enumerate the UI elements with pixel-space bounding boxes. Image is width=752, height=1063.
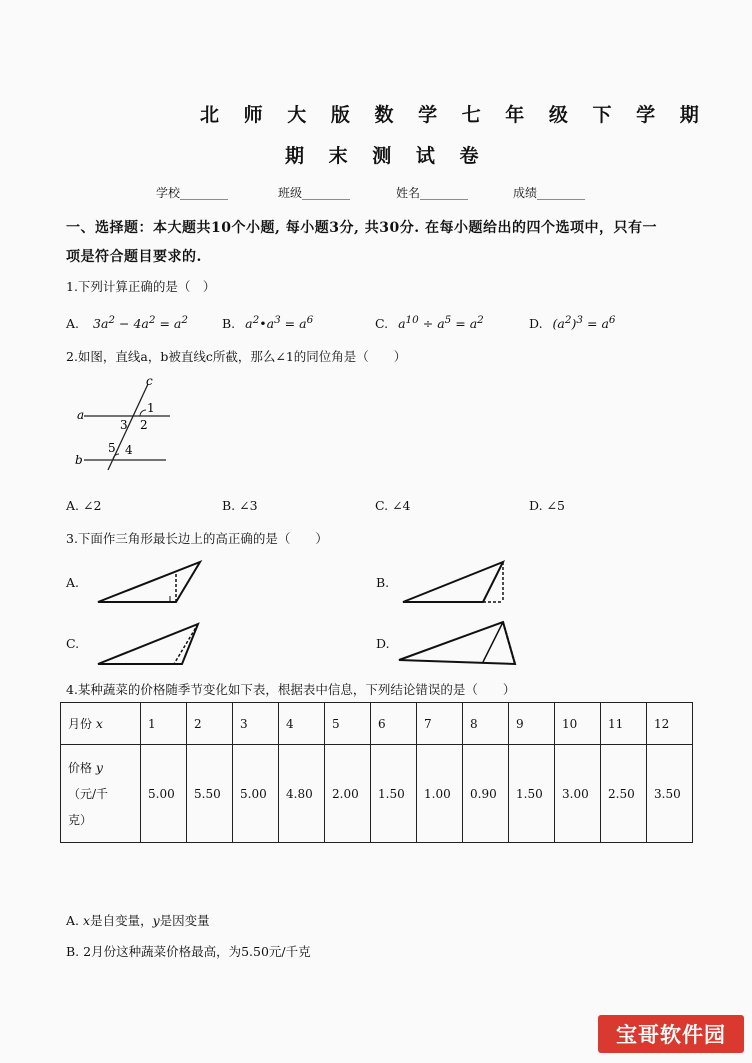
price-cell: 2.50 <box>601 745 647 843</box>
q4-option-a-end: 是因变量 <box>159 913 210 928</box>
month-header-var: x <box>95 715 103 731</box>
q1-option-d-expr: $(a^2)^3 = a^6$ <box>552 314 616 332</box>
q4-option-a-label: A. <box>66 913 80 928</box>
label-4: 4 <box>125 443 133 457</box>
q3-option-c: C. <box>66 636 80 651</box>
price-header-var: y <box>95 759 103 775</box>
label-2: 2 <box>140 418 148 432</box>
q1-option-b <box>222 314 313 331</box>
q1-option-d-label: D. <box>529 316 543 332</box>
q1-stem: 1.下列计算正确的是（ ） <box>66 279 216 294</box>
q4-option-b: B. 2月份这种蔬菜价格最高，为5.50元/千克 <box>66 944 311 959</box>
q4-option-a <box>66 911 210 929</box>
month-header <box>61 703 141 745</box>
month-cell: 5 <box>325 703 371 745</box>
q3-triangle-d <box>395 620 521 672</box>
month-cell: 10 <box>555 703 601 745</box>
q3-option-d: D. <box>376 636 390 651</box>
price-cell: 4.80 <box>279 745 325 843</box>
label-c: c <box>146 374 153 388</box>
month-cell: 1 <box>141 703 187 745</box>
q2-figure <box>70 374 180 472</box>
price-header-label: 价格 <box>68 760 93 775</box>
school-field: 学校________ <box>156 186 229 200</box>
price-cell: 1.50 <box>509 745 555 843</box>
label-1: 1 <box>147 401 155 415</box>
month-cell: 11 <box>601 703 647 745</box>
price-cell: 3.50 <box>647 745 693 843</box>
q1-option-d <box>529 314 616 331</box>
score-field: 成绩________ <box>513 186 586 200</box>
q1-option-a <box>66 314 188 331</box>
month-cell: 2 <box>187 703 233 745</box>
price-cell: 0.90 <box>463 745 509 843</box>
q3-triangle-a <box>90 558 208 610</box>
q2-option-d: D. ∠5 <box>529 498 565 513</box>
price-table <box>60 702 693 843</box>
name-field: 姓名________ <box>396 186 469 200</box>
q4-option-a-x: x <box>83 913 91 928</box>
section-heading-cont: 项是符合题目要求的. <box>66 249 202 265</box>
month-cell: 6 <box>371 703 417 745</box>
q2-option-c: C. ∠4 <box>375 498 411 513</box>
q1-option-b-expr: $a^2•a^3 = a^6$ <box>245 314 314 332</box>
watermark-logo: 宝哥软件园 <box>598 1015 744 1053</box>
month-cell: 7 <box>417 703 463 745</box>
q3-option-b: B. <box>376 575 390 590</box>
q2-option-a: A. ∠2 <box>66 498 102 513</box>
section-heading: 一、选择题：本大题共10个小题, 每小题3分, 共30分. 在每小题给出的四个选项中，只有一 <box>66 220 657 236</box>
price-cell: 5.50 <box>187 745 233 843</box>
month-cell: 12 <box>647 703 693 745</box>
label-b: b <box>75 453 83 467</box>
q1-option-c-label: C. <box>375 316 389 332</box>
q2-stem: 2.如图，直线a，b被直线c所截，那么∠1的同位角是（ ） <box>66 349 407 364</box>
month-header-label: 月份 <box>68 716 93 731</box>
label-5: 5 <box>108 441 116 455</box>
q3-triangle-b <box>395 558 515 610</box>
month-cell: 9 <box>509 703 555 745</box>
q1-option-c <box>375 314 484 331</box>
page-title: 北 师 大 版 数 学 七 年 级 下 学 期 <box>200 104 708 126</box>
q4-option-a-y: y <box>152 913 160 928</box>
q4-option-a-mid: 是自变量， <box>90 913 153 928</box>
page-subtitle: 期 末 测 试 卷 <box>285 145 488 167</box>
price-cell: 2.00 <box>325 745 371 843</box>
angle-arc-top <box>140 410 146 416</box>
q2-option-b: B. ∠3 <box>222 498 258 513</box>
label-3: 3 <box>120 418 128 432</box>
q3-triangle-c <box>90 620 208 672</box>
q1-option-a-label: A. <box>66 316 80 332</box>
price-cell: 5.00 <box>141 745 187 843</box>
q1-option-b-label: B. <box>222 316 236 332</box>
table-row-price <box>61 745 693 843</box>
q4-stem: 4.某种蔬菜的价格随季节变化如下表，根据表中信息，下列结论错误的是（ ） <box>66 682 516 697</box>
q3-option-a: A. <box>66 575 80 590</box>
month-cell: 4 <box>279 703 325 745</box>
class-field: 班级________ <box>278 186 351 200</box>
price-cell: 1.50 <box>371 745 417 843</box>
month-cell: 8 <box>463 703 509 745</box>
label-a: a <box>77 408 85 422</box>
q1-option-a-expr: $3a^2 - 4a^2 = a^2$ <box>93 314 188 332</box>
price-cell: 1.00 <box>417 745 463 843</box>
month-cell: 3 <box>233 703 279 745</box>
q3-stem: 3.下面作三角形最长边上的高正确的是（ ） <box>66 531 328 546</box>
price-cell: 3.00 <box>555 745 601 843</box>
price-cell: 5.00 <box>233 745 279 843</box>
price-header <box>61 745 141 843</box>
table-row-month <box>61 703 693 745</box>
price-header-unit-end: 克） <box>68 812 93 827</box>
q1-option-c-expr: $a^{10} \div a^5 = a^2$ <box>398 314 484 332</box>
price-header-unit: （元/千 <box>68 786 109 801</box>
